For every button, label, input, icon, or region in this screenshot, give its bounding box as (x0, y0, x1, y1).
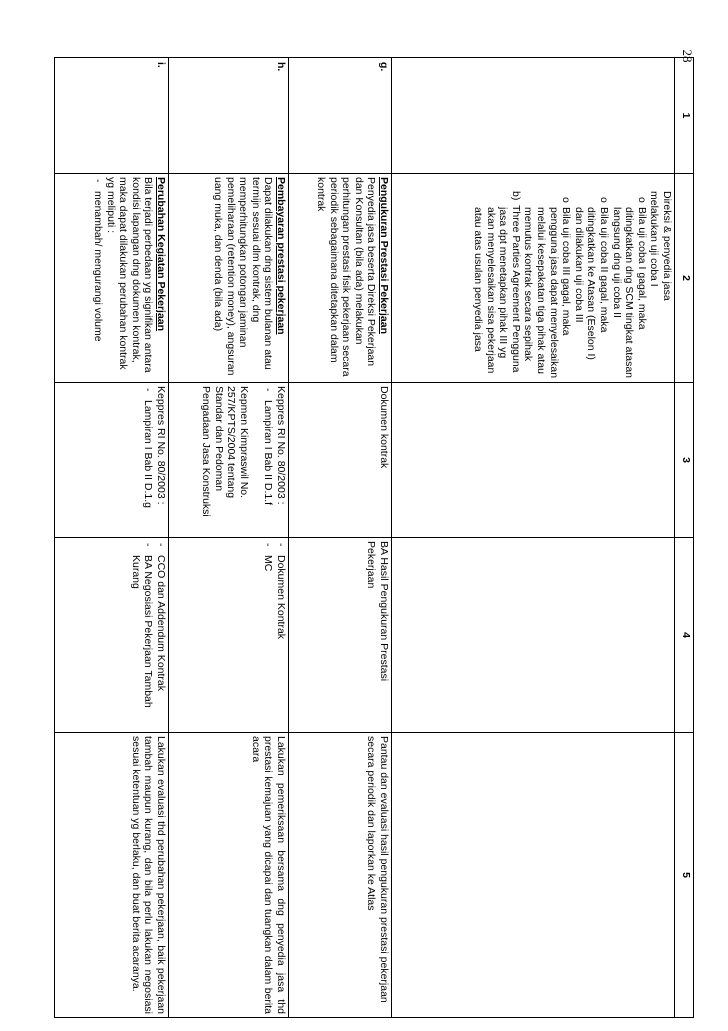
row-g-reference: Dokumen kontrak (289, 383, 392, 538)
row-text: Penyedia jasa beserta Direksi Pekerjaan dan Konsultan (bila ada) melakukan perhitungan prestasi fisik pekerjaan secara periodik sebagaimana ditetapkan dalam kontrak (315, 177, 378, 377)
reference-list (142, 386, 155, 534)
row-i-action: Lakukan evaluasi thd perubahan pekerjaan, baik pekerjaan tambah maupun kurang, dan bila perlu lakukan negosiasi sesuai ketentuan yg berlaku, dan buat berita acaranya. (55, 733, 169, 1018)
list-item: - menambah/ mengurangi volume (92, 179, 105, 342)
row-i-description (55, 174, 169, 383)
continuation-col-5 (392, 733, 675, 1018)
continuation-col-1 (392, 58, 675, 174)
row-g-description (289, 174, 392, 383)
header-col-5: 5 (675, 733, 694, 1018)
reference-line: Keppres RI No. 80/2003 : (275, 386, 287, 505)
continuation-col-2 (392, 174, 675, 383)
change-list (91, 177, 104, 379)
header-col-2: 2 (675, 174, 694, 383)
document-list (129, 541, 167, 729)
list-item: - Lampiran I Bab II D.1.g (142, 388, 155, 508)
dash-icon: - (275, 543, 287, 547)
bullet-icon: o (635, 197, 648, 203)
row-h-action: Lakukan pemeriksaan bersama dng penyedia jasa thd prestasi kemajuan yang dicapai dan tuangkan dalam berita acara (169, 733, 289, 1018)
sub-item-label: b) (509, 191, 522, 201)
table-row-i (55, 58, 169, 1018)
continuation-line: melakukan uji coba I (648, 191, 661, 287)
row-h-document (169, 538, 289, 733)
sub-item-b (472, 177, 522, 379)
continuation-col-3 (392, 383, 675, 538)
row-text: Dapat dilakukan dng sistem bulanan atau termijn sesuai dlm kontrak, dng memperhitungkan potongan jaminan pemeliharaan (retention money), angsuran uang muka, dan denda (bila ada) (212, 177, 275, 376)
row-title: Pengukuran Prestasi Pekerjaan (378, 177, 390, 334)
dash-icon: - (142, 388, 155, 392)
row-title: Pembayaran prestasi pekerjaan (275, 177, 287, 335)
row-code: i. (55, 58, 169, 174)
list-item: o Bila uji coba I gagal, maka ditingkatkan dng SCM tingkat atasan langsung dng uji coba II (610, 197, 648, 379)
sub-item-text: Three Parties Agreement Pengguna jasa dpt menetapkan pihak III yg akan menyelesaikan sisa pekerjaan atau atas usulan penyedia jasa (472, 205, 522, 374)
dash-icon: - (142, 543, 155, 547)
procedure-table (54, 57, 694, 1018)
list-item: o Bila uji coba III gagal, maka pengguna jasa dapat menyelesaikan melalui kesepakatan tiga pihak atau memutus kontrak secara sepihak (522, 197, 573, 379)
table-row-h (169, 58, 289, 1018)
list-item: - MC (262, 543, 275, 572)
dash-icon: - (262, 543, 275, 547)
dash-icon: - (262, 388, 275, 392)
bullet-icon: o (598, 197, 611, 203)
continuation-bullets (522, 177, 648, 379)
page-number: 28 (680, 49, 695, 63)
row-i-document (55, 538, 169, 733)
continuation-line: Direksi & penyedia jasa (661, 191, 673, 301)
row-code: h. (169, 58, 289, 174)
row-title: Perubahan Kegiatan Pekerjaan (155, 177, 167, 332)
row-h-description (169, 174, 289, 383)
document-list (262, 541, 287, 729)
row-h-reference (169, 383, 289, 538)
table-row-continuation (392, 58, 675, 1018)
header-col-3: 3 (675, 383, 694, 538)
dash-icon: - (155, 543, 167, 547)
row-i-reference (55, 383, 169, 538)
reference-list (262, 386, 275, 534)
header-row (675, 58, 694, 1018)
row-code: g. (289, 58, 392, 174)
row-text: Bila terjadi perbedaan yg signifikan antara kondisi lapangan dng dokumen kontrak, maka dapat dilakukan perubahan kontrak yg meliputi : (104, 177, 155, 373)
row-g-action: Pantau dan evaluasi hasil pengukuran prestasi pekerjaan secara periodik dan laporkan ke Atlas (289, 733, 392, 1018)
reference-line: Kepmen Kimpraswil No. 257/KPTS/2004 tentang Standar dan Pedoman Pengadaan Jasa Konstruksi (200, 386, 250, 517)
continuation-col-4 (392, 538, 675, 733)
list-item: - Dokumen Kontrak (275, 543, 287, 640)
list-item: - BA Negosiasi Pekerjaan Tambah Kurang (129, 543, 155, 708)
table-row-g (289, 58, 392, 1018)
rotated-table-wrapper (54, 57, 694, 1017)
dash-icon: - (92, 179, 105, 183)
reference-line: Keppres RI No. 80/2003 : (155, 386, 167, 505)
header-col-1: 1 (675, 58, 694, 174)
list-item: - CCO dan Addendum Kontrak (155, 543, 167, 691)
header-col-4: 4 (675, 538, 694, 733)
list-item: o Bila uji coba II gagal, maka ditingkatkan ke Atasan (Eselon I) dan dilakukan uji coba III (572, 197, 611, 360)
row-g-document: BA Hasil Pengukuran Prestasi Pekerjaan (289, 538, 392, 733)
bullet-icon: o (560, 197, 573, 203)
list-item: - Lampiran I Bab II D.1.f (262, 388, 275, 506)
